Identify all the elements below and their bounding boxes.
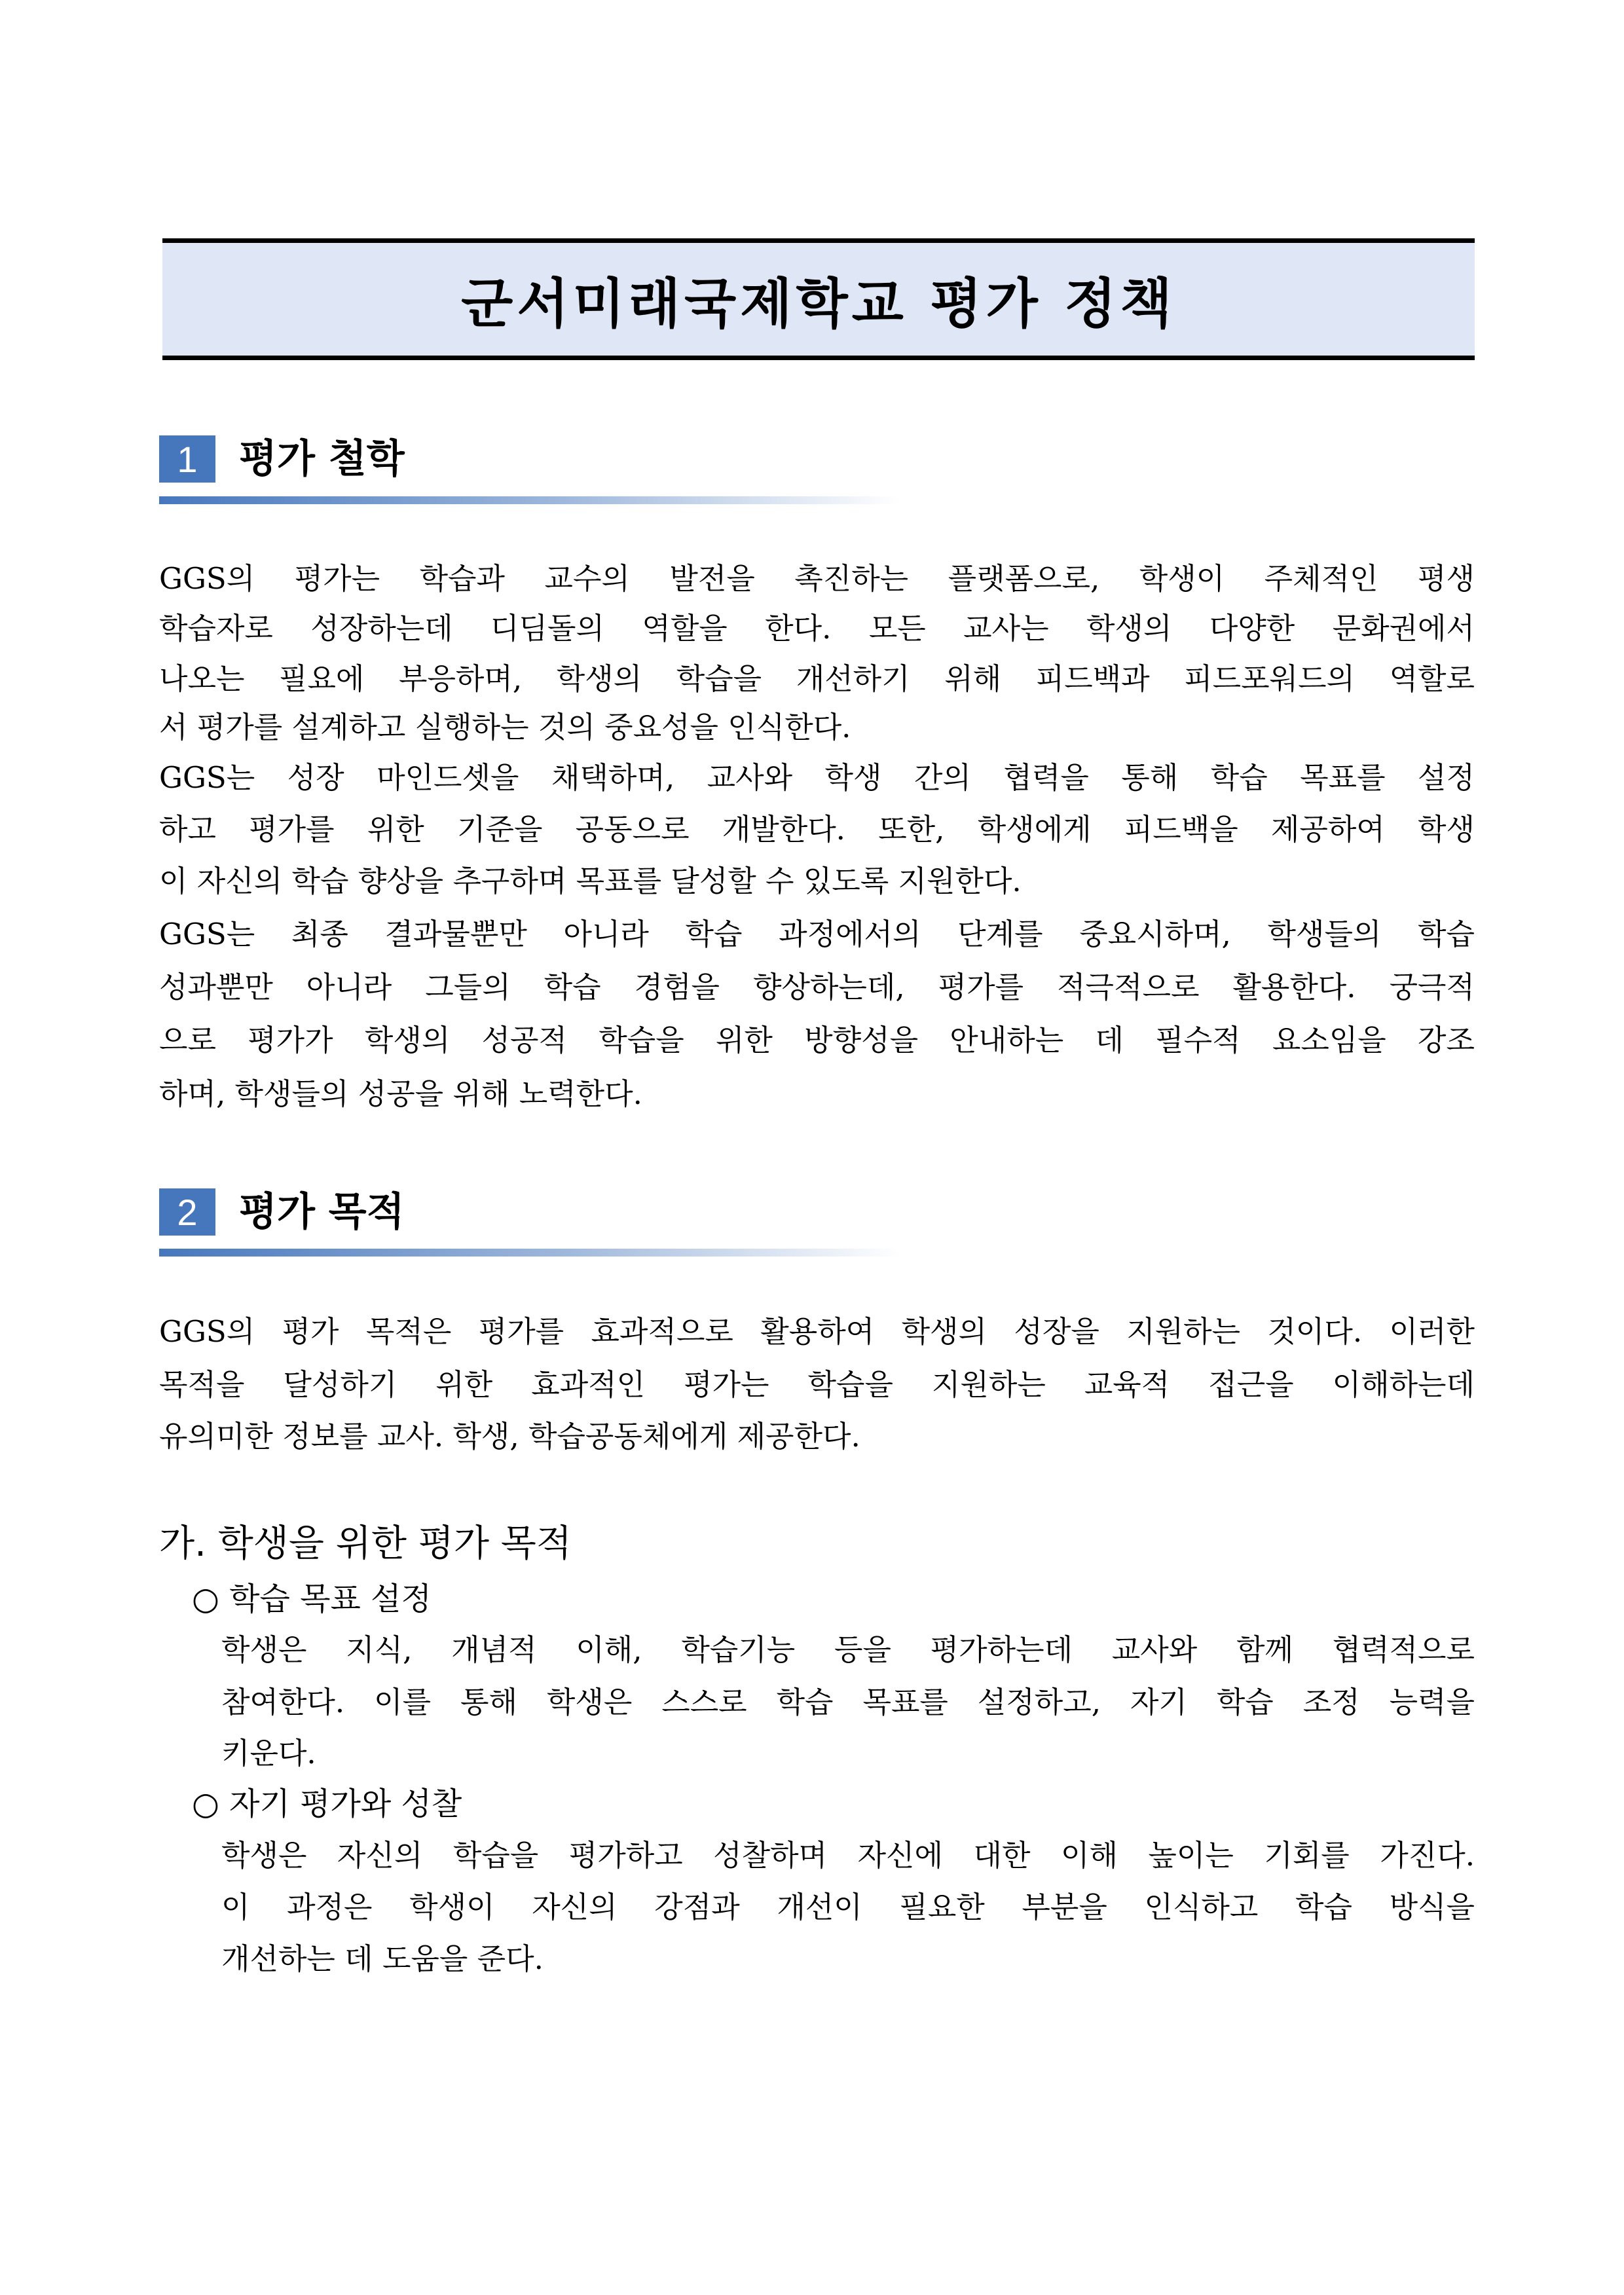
section-heading: 평가 철학 xyxy=(239,436,405,482)
bullet-body-line: 학생은 자신의 학습을 평가하고 성찰하며 자신에 대한 이해 높이는 기회를 가진다. xyxy=(221,1838,1475,1873)
document-title-box xyxy=(162,238,1475,360)
paragraph-line: 서 평가를 설계하고 실행하는 것의 중요성을 인식한다. xyxy=(159,710,851,744)
bullet-body-line: 학생은 지식, 개념적 이해, 학습기능 등을 평가하는데 교사와 함께 협력적으로 xyxy=(221,1632,1475,1667)
section-number-badge: 1 xyxy=(159,435,215,483)
paragraph-line: GGS의 평가는 학습과 교수의 발전을 촉진하는 플랫폼으로, 학생이 주체적인 평생 xyxy=(159,561,1475,596)
paragraph-line: 성과뿐만 아니라 그들의 학습 경험을 향상하는데, 평가를 적극적으로 활용한다. 궁극적 xyxy=(159,970,1475,1004)
bullet-body-line: 키운다. xyxy=(221,1736,316,1771)
bullet-body-line: 이 과정은 학생이 자신의 강점과 개선이 필요한 부분을 인식하고 학습 방식을 xyxy=(221,1890,1475,1924)
section-number-badge: 2 xyxy=(159,1188,215,1236)
document-title: 군서미래국제학교 평가 정책 xyxy=(461,272,1176,335)
bullet-body-line: 개선하는 데 도움을 준다. xyxy=(221,1941,544,1976)
paragraph-line: 목적을 달성하기 위한 효과적인 평가는 학습을 지원하는 교육적 접근을 이해하는데 xyxy=(159,1367,1475,1402)
paragraph-line: GGS는 성장 마인드셋을 채택하며, 교사와 학생 간의 협력을 통해 학습 목표를 설정 xyxy=(159,760,1475,795)
paragraph-line: 하며, 학생들의 성공을 위해 노력한다. xyxy=(159,1076,642,1111)
paragraph-line: GGS의 평가 목적은 평가를 효과적으로 활용하여 학생의 성장을 지원하는 것이다. 이러한 xyxy=(159,1314,1475,1349)
paragraph-line: 유의미한 정보를 교사. 학생, 학습공동체에게 제공한다. xyxy=(159,1419,860,1454)
section-divider xyxy=(159,496,900,504)
subsection-heading: 가. 학생을 위한 평가 목적 xyxy=(159,1522,572,1565)
bullet-body-line: 참여한다. 이를 통해 학생은 스스로 학습 목표를 설정하고, 자기 학습 조정 능력을 xyxy=(221,1685,1475,1719)
bullet-item-title: ○ 학습 목표 설정 xyxy=(192,1581,432,1617)
section-divider xyxy=(159,1249,900,1257)
paragraph-line: 학습자로 성장하는데 디딤돌의 역할을 한다. 모든 교사는 학생의 다양한 문화권에서 xyxy=(159,611,1475,646)
paragraph-line: 하고 평가를 위한 기준을 공동으로 개발한다. 또한, 학생에게 피드백을 제공하여 학생 xyxy=(159,812,1475,847)
section-heading: 평가 목적 xyxy=(239,1189,405,1235)
bullet-item-title: ○ 자기 평가와 성찰 xyxy=(192,1786,462,1822)
paragraph-line: 이 자신의 학습 향상을 추구하며 목표를 달성할 수 있도록 지원한다. xyxy=(159,864,1022,898)
paragraph-line: GGS는 최종 결과물뿐만 아니라 학습 과정에서의 단계를 중요시하며, 학생들의 학습 xyxy=(159,917,1475,951)
paragraph-line: 으로 평가가 학생의 성공적 학습을 위한 방향성을 안내하는 데 필수적 요소임을 강조 xyxy=(159,1023,1475,1057)
paragraph-line: 나오는 필요에 부응하며, 학생의 학습을 개선하기 위해 피드백과 피드포워드의 역할로 xyxy=(159,661,1475,696)
